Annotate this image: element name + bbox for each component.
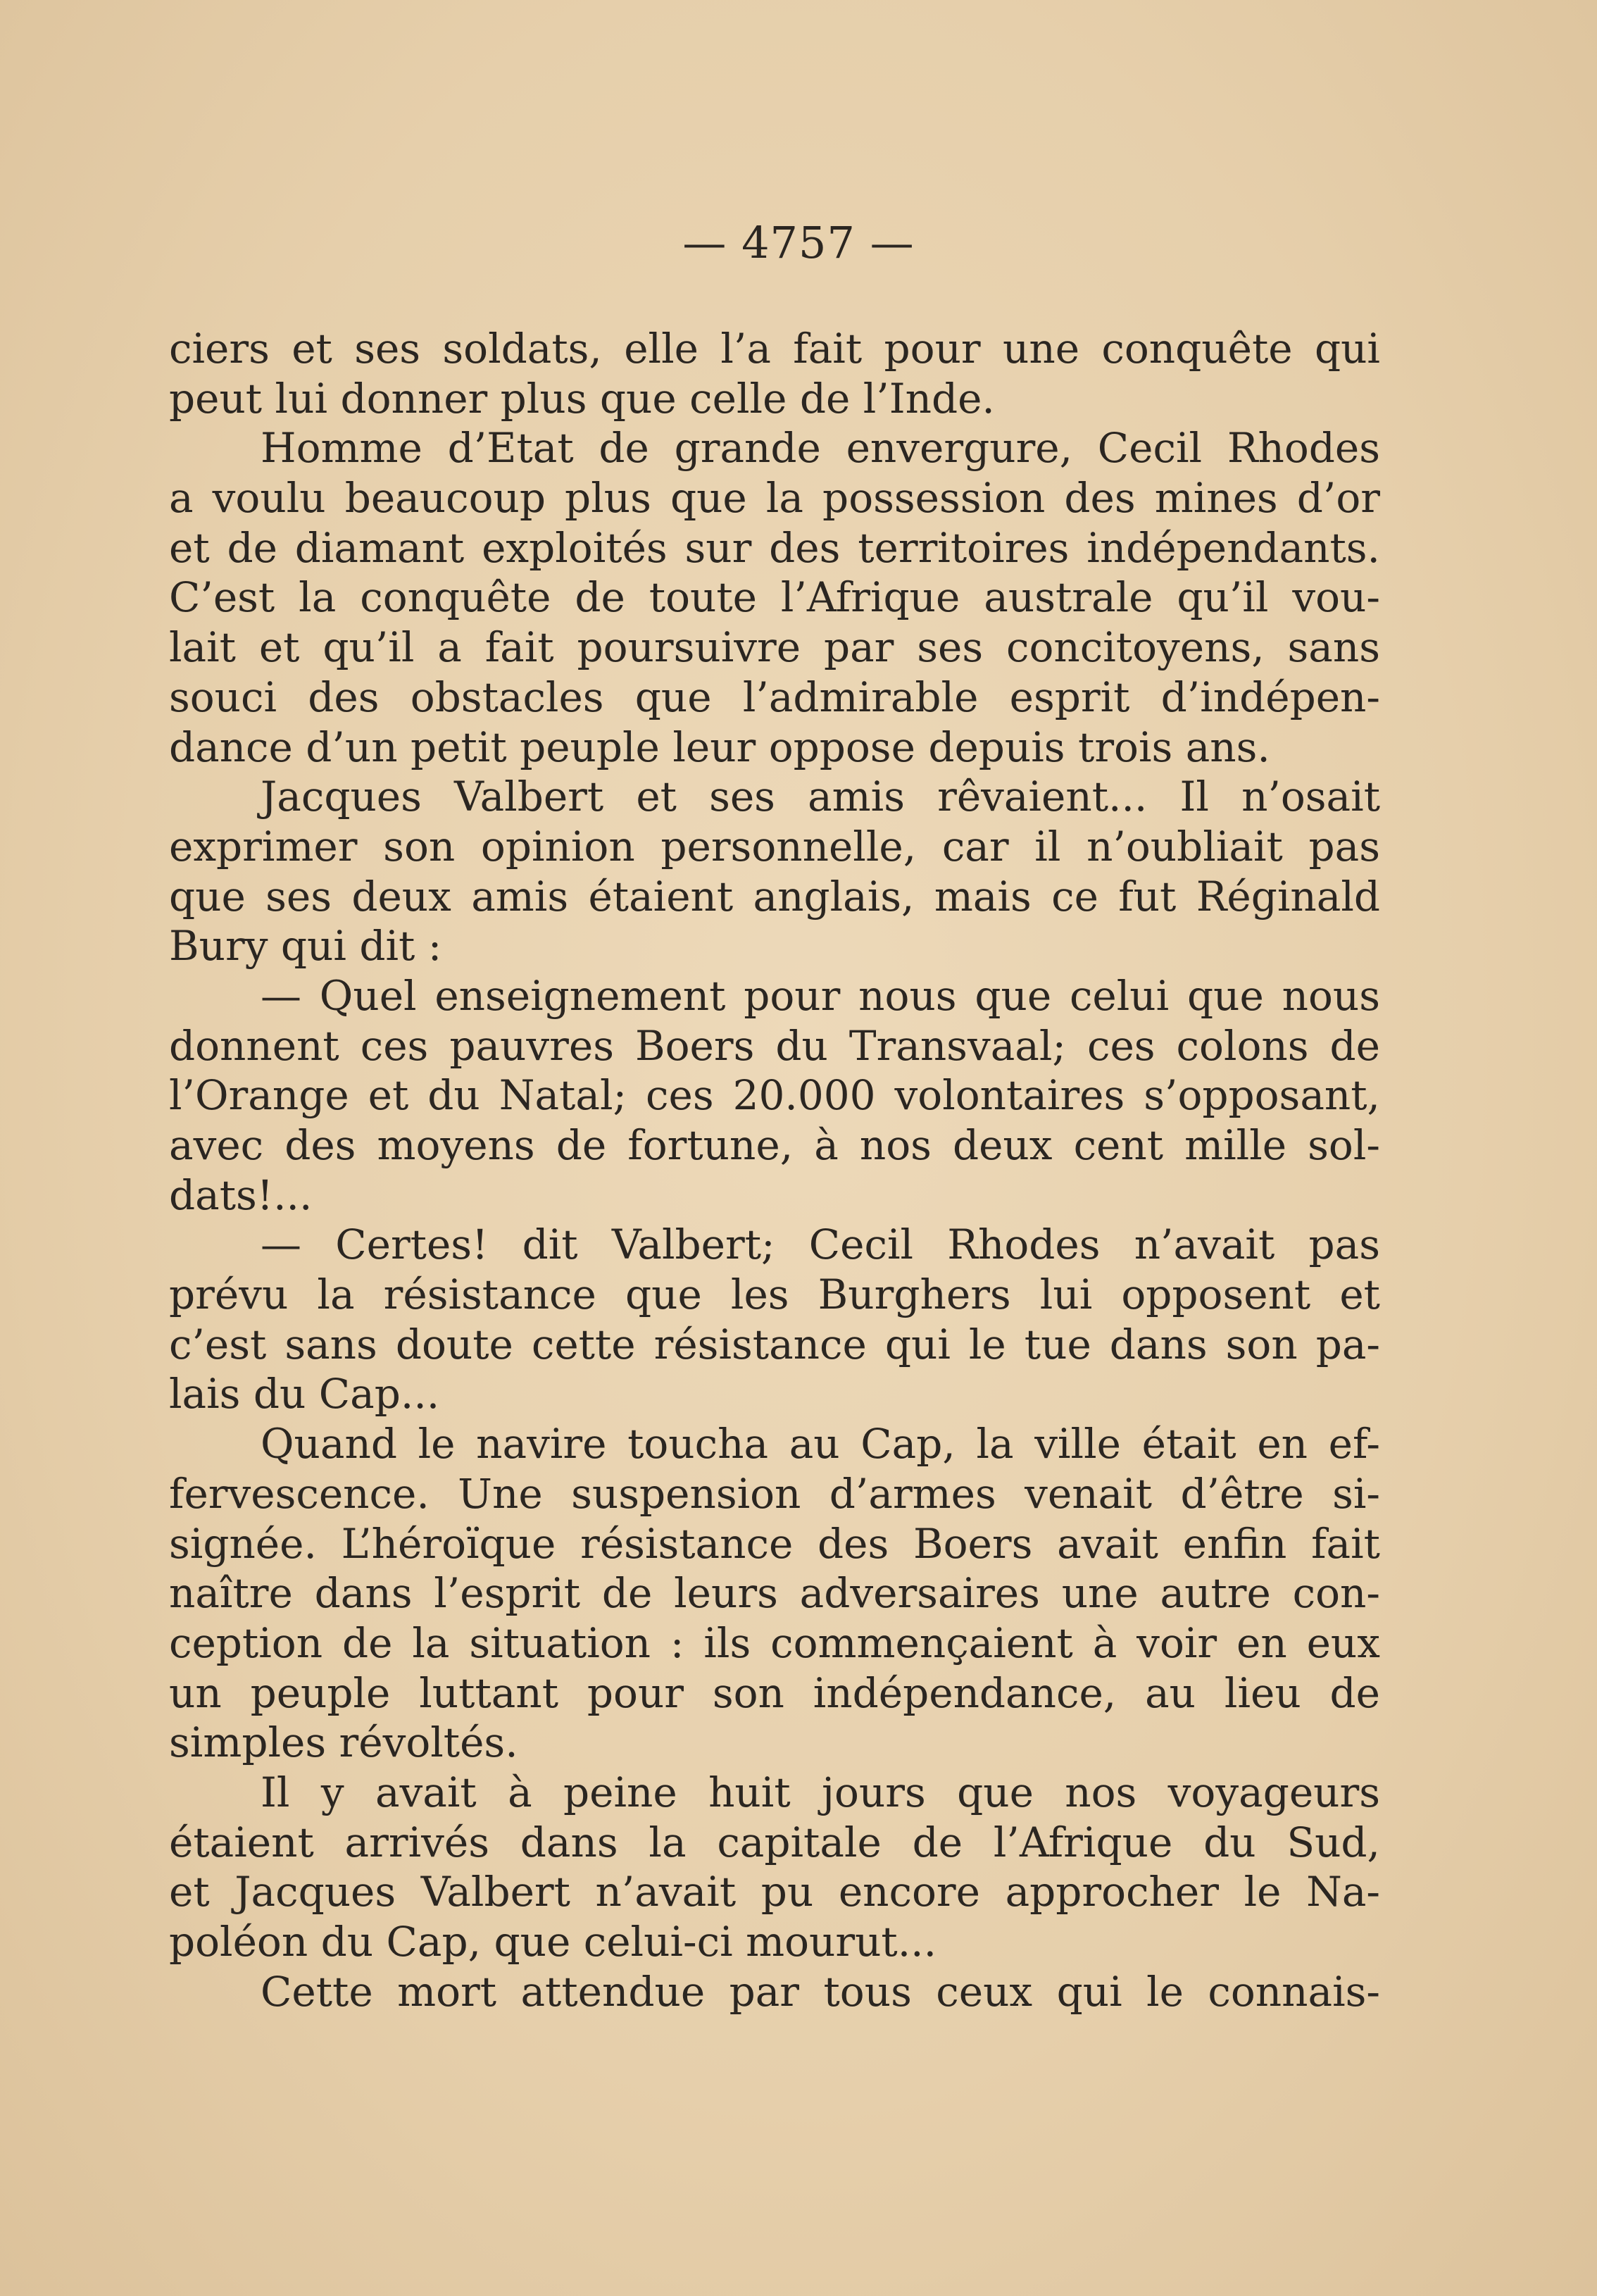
text-line: Bury qui dit :	[169, 922, 442, 971]
text-line: l’Orange et du Natal; ces 20.000 volontaires s’opposant,	[169, 1071, 1380, 1120]
text-line: c’est sans doute cette résistance qui le tue dans son pa-	[169, 1320, 1380, 1368]
text-line: donnent ces pauvres Boers du Transvaal; ces colons de	[169, 1021, 1380, 1070]
text-line: naître dans l’esprit de leurs adversaires une autre con-	[169, 1569, 1380, 1618]
text-line: peut lui donner plus que celle de l’Inde.	[169, 374, 995, 423]
text-line: Cette mort attendue par tous ceux qui le connais-	[261, 1967, 1380, 2016]
text-line: avec des moyens de fortune, à nos deux cent mille sol-	[169, 1121, 1380, 1169]
text-line: Il y avait à peine huit jours que nos voyageurs	[261, 1768, 1380, 1816]
text-line: ciers et ses soldats, elle l’a fait pour une conquête qui	[169, 325, 1380, 373]
text-line: souci des obstacles que l’admirable esprit d’indépen-	[169, 673, 1380, 721]
text-line: un peuple luttant pour son indépendance, au lieu de	[169, 1668, 1380, 1717]
text-line: Jacques Valbert et ses amis rêvaient... Il n’osait	[261, 773, 1380, 821]
text-line: prévu la résistance que les Burghers lui opposent et	[169, 1271, 1380, 1319]
text-line: a voulu beaucoup plus que la possession des mines d’or	[169, 474, 1380, 523]
page-number: — 4757 —	[682, 217, 915, 268]
text-line: poléon du Cap, que celui-ci mourut...	[169, 1918, 937, 1966]
text-line: ception de la situation : ils commençaient à voir en eux	[169, 1618, 1380, 1667]
text-line: exprimer son opinion personnelle, car il n’oubliait pas	[169, 822, 1380, 871]
text-line: C’est la conquête de toute l’Afrique australe qu’il vou-	[169, 573, 1380, 622]
text-line: que ses deux amis étaient anglais, mais ce fut Réginald	[169, 872, 1380, 921]
text-line: — Certes! dit Valbert; Cecil Rhodes n’avait pas	[261, 1221, 1380, 1269]
text-line: simples révoltés.	[169, 1718, 518, 1767]
text-line: lait et qu’il a fait poursuivre par ses concitoyens, sans	[169, 623, 1380, 672]
text-line: et Jacques Valbert n’avait pu encore approcher le Na-	[169, 1868, 1380, 1916]
text-line: et de diamant exploités sur des territoires indépendants.	[169, 523, 1380, 572]
text-line: Quand le navire toucha au Cap, la ville était en ef-	[261, 1420, 1380, 1468]
text-line: dats!...	[169, 1171, 313, 1219]
text-line: lais du Cap...	[169, 1370, 440, 1418]
text-line: fervescence. Une suspension d’armes venait d’être si-	[169, 1469, 1380, 1518]
text-line: étaient arrivés dans la capitale de l’Afrique du Sud,	[169, 1818, 1380, 1866]
text-line: signée. L’héroïque résistance des Boers avait enfin fait	[169, 1519, 1380, 1568]
text-line: — Quel enseignement pour nous que celui que nous	[261, 971, 1380, 1020]
text-line: Homme d’Etat de grande envergure, Cecil Rhodes	[261, 424, 1380, 473]
body-text	[169, 324, 1380, 2016]
text-line: dance d’un petit peuple leur oppose depuis trois ans.	[169, 723, 1270, 771]
